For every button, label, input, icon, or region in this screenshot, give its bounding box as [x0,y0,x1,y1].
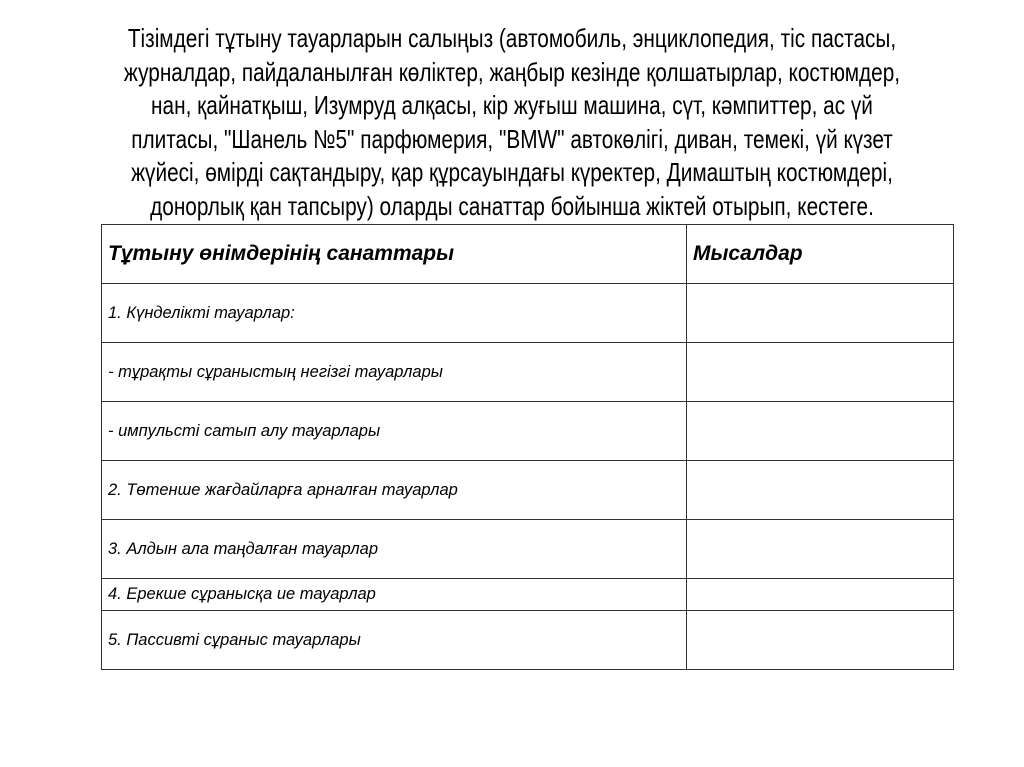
slide-title [0,22,1024,224]
title-line: жүйесі, өмірді сақтандыру, қар құрсауындағы күректер, Димаштың костюмдері, [131,157,893,188]
table-row [102,461,954,520]
examples-cell[interactable] [687,520,954,579]
table-row [102,611,954,670]
category-cell: 5. Пассивті сұраныс тауарлары [102,611,687,670]
examples-cell[interactable] [687,343,954,402]
categories-table [101,224,954,670]
category-cell: - тұрақты сұраныстың негізгі тауарлары [102,343,687,402]
category-cell: 4. Ерекше сұранысқа ие тауарлар [102,579,687,611]
table-row [102,343,954,402]
category-cell: 2. Төтенше жағдайларға арналған тауарлар [102,461,687,520]
table-row [102,402,954,461]
examples-cell[interactable] [687,461,954,520]
examples-cell[interactable] [687,284,954,343]
title-line: донорлық қан тапсыру) оларды санаттар бойынша жіктей отырып, кестеге. [150,190,874,221]
examples-cell[interactable] [687,402,954,461]
examples-cell[interactable] [687,611,954,670]
title-line: журналдар, пайдаланылған көліктер, жаңбыр кезінде қолшатырлар, костюмдер, [123,56,901,87]
title-line: Тізімдегі тұтыну тауарларын салыңыз (автомобиль, энциклопедия, тіс пастасы, [127,23,897,53]
header-categories: Тұтыну өнімдерінің санаттары [102,225,687,284]
header-examples: Мысалдар [687,225,954,284]
examples-cell[interactable] [687,579,954,611]
table-header-row [102,225,954,284]
table-row [102,284,954,343]
category-cell: 3. Алдын ала таңдалған тауарлар [102,520,687,579]
title-line: нан, қайнатқыш, Изумруд алқасы, кір жуғыш машина, сүт, кәмпиттер, ас үй [151,90,873,121]
category-cell: - импульсті сатып алу тауарлары [102,402,687,461]
category-cell: 1. Күнделікті тауарлар: [102,284,687,343]
title-line: плитасы, "Шанель №5" парфюмерия, "BMW" автокөлігі, диван, темекі, үй күзет [131,123,893,154]
table-row [102,579,954,611]
table-row [102,520,954,579]
